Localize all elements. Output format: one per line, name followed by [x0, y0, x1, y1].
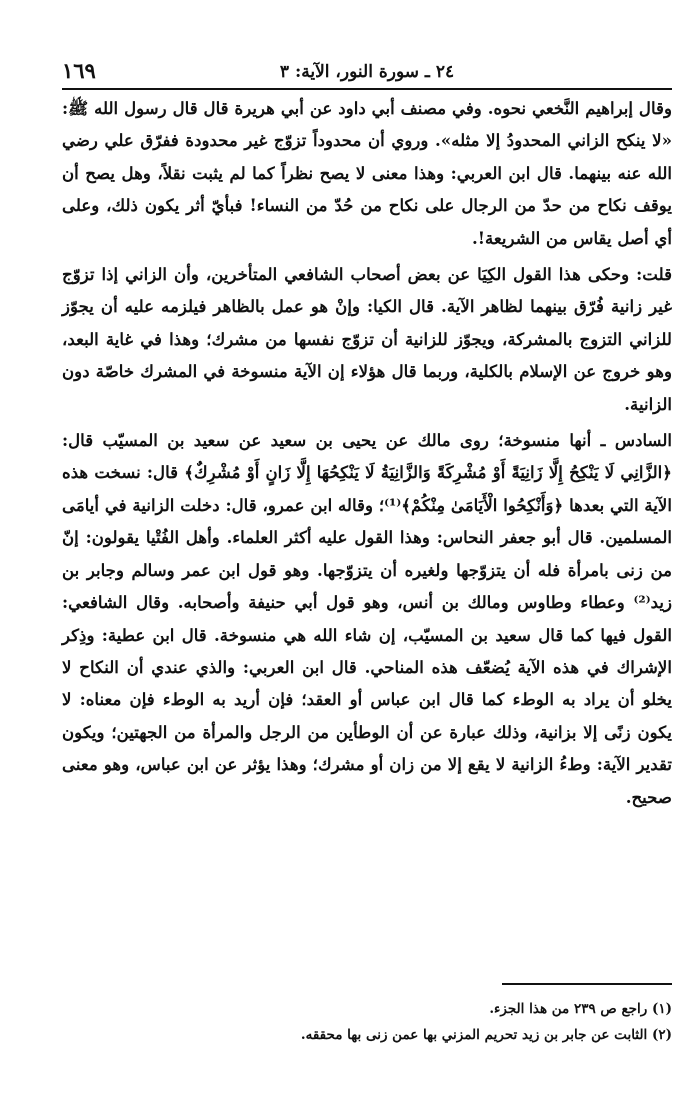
footnote-1: (١) راجع ص ٢٣٩ من هذا الجزء.	[489, 1001, 672, 1017]
paragraph-2: قلت: وحكى هذا القول الكِيَا عن بعض أصحاب الشافعي المتأخرين، وأن الزاني إذا تزوّج غير زانية فُرّق بينهما لظاهر الآية. قال الكيا: وإنْ هو عمل بالظاهر فيلزمه عليه أن يجوّز للزاني التزوج بالمشركة، ويجوّز للزانية أن تزوّج نفسها من مشرك؛ وهذا في غاية البعد، وهو خروج عن الإسلام بالكلية، وربما قال هؤلاء إن الآية منسوخة في المشرك خاصّة دون الزانية.	[62, 264, 672, 414]
paragraph-3: السادس ـ أنها منسوخة؛ روى مالك عن يحيى بن سعيد عن سعيد بن المسيّب قال: ﴿الزَّانِي لَا يَنْكِحُ إِلَّا زَانِيَةً أَوْ مُشْرِكَةً وَالزَّانِيَةُ لَا يَنْكِحُهَا إِلَّا زَانٍ أَوْ مُشْرِكٌ﴾ قال: نسخت هذه الآية التي بعدها ﴿وَأَنْكِحُوا الْأَيَامَىٰ مِنْكُمْ﴾⁽¹⁾؛ وقاله ابن عمرو، قال: دخلت الزانية في أيامَى المسلمين. قال أبو جعفر النحاس: وهذا القول عليه أكثر العلماء. وأهل الفُتْيا يقولون: إنّ من زنى بامرأة فله أن يتزوّجها ولغيره أن يتزوّجها. وهو قول ابن عمر وسالم وجابر بن زيد⁽²⁾ وعطاء وطاوس ومالك بن أنس، وهو قول أبي حنيفة وأصحابه. وقال الشافعي: القول فيها كما قال سعيد بن المسيّب، إن شاء الله هي منسوخة. قال ابن عطية: وذِكر الإشراك في هذه الآية يُضعّف هذه المناحي. قال ابن العربي: والذي عندي أن النكاح لا يخلو أن يراد به الوطء كما قال ابن عباس أو العقد؛ فإن أريد به الوطء فإن معناه: لا يكون زنًى إلا بزانية، وذلك عبارة عن أن الوطأين من الرجل والمرأة من الجهتين؛ ويكون تقدير الآية: وطءُ الزانية لا يقع إلا من زان أو مشرك؛ وهذا يؤثر عن ابن عباس، وهو معنى صحيح.	[62, 430, 672, 807]
book-page	[62, 58, 672, 1068]
footnote-2: (٢) الثابت عن جابر بن زيد تحريم المزني بها عمن زنى بها محققه.	[300, 1027, 672, 1043]
page-number: ١٦٩	[62, 58, 96, 83]
body-text	[62, 92, 672, 813]
running-title: ٢٤ ـ سورة النور، الآية: ٣	[279, 62, 455, 82]
page-header	[62, 58, 672, 90]
footnote-divider	[502, 983, 672, 985]
footnotes	[62, 996, 672, 1048]
paragraph-1: وقال إبراهيم النَّخعي نحوه. وفي مصنف أبي داود عن أبي هريرة قال قال رسول الله ﷺ: «لا ينكح الزاني المحدودُ إلا مثله». وروي أن محدوداً تزوّج غير محدودة ففرّق علي رضي الله عنه بينهما. قال ابن العربي: وهذا معنى لا يصح نظراً كما لم يثبت نقلاً، وهل يصح أن يوقف نكاح من حدّ من الرجال على نكاح من حُدّ من النساء! فبأيّ أثر يكون ذلك، وعلى أي أصل يقاس من الشريعة!.	[62, 98, 672, 248]
